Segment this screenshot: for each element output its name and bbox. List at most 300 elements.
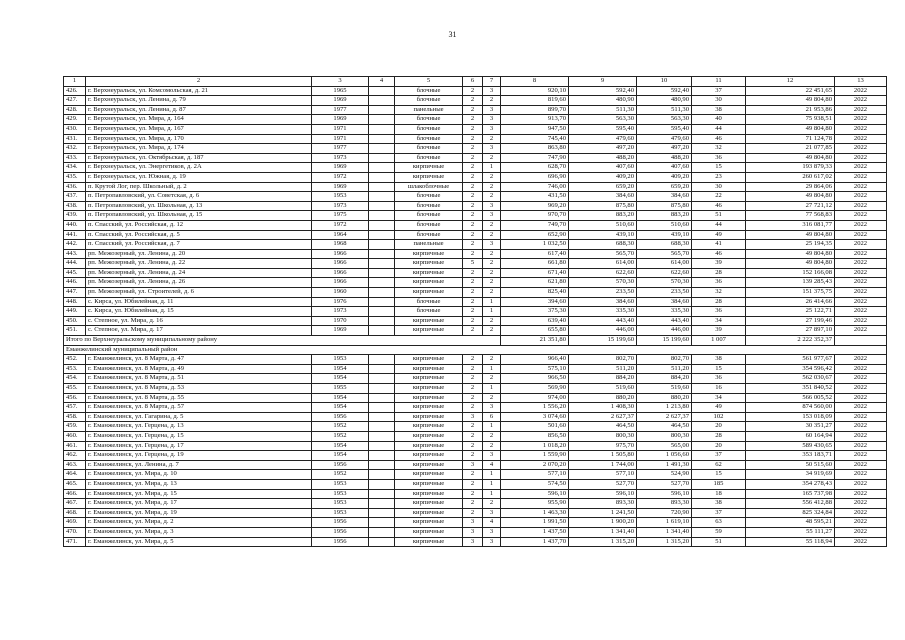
cell-living-area: 233,50 [569, 288, 637, 298]
cell-floors: 2 [463, 326, 483, 336]
cell-entrances: 2 [483, 431, 501, 441]
cell-address: с. Степное, ул. Мира, д. 17 [86, 326, 312, 336]
cell-living-area: 510,60 [569, 220, 637, 230]
cell-living-area: 407,60 [569, 163, 637, 173]
cell-floors: 2 [463, 364, 483, 374]
cell-entrances: 2 [483, 192, 501, 202]
cell-row-number: 443. [64, 249, 86, 259]
cell-cost: 153 018,09 [746, 412, 835, 422]
cell-year-built: 1966 [312, 278, 369, 288]
cell-wall-material: кирпичные [395, 479, 463, 489]
cell-year-built: 1953 [312, 499, 369, 509]
cell-living-area: 622,60 [569, 268, 637, 278]
cell-residents: 46 [692, 249, 746, 259]
cell-year-built: 1973 [312, 153, 369, 163]
cell-repair-year: 2022 [835, 105, 887, 115]
cell-residential-area: 464,50 [637, 422, 692, 432]
cell-entrances: 3 [483, 105, 501, 115]
cell-wall-material: блочные [395, 201, 463, 211]
cell-col-4 [369, 451, 395, 461]
cell-residents: 32 [692, 288, 746, 298]
cell-cost: 139 285,43 [746, 278, 835, 288]
cell-year-built: 1973 [312, 307, 369, 317]
cell-col-4 [369, 96, 395, 106]
cell-total-area: 745,40 [501, 134, 569, 144]
cell-col-4 [369, 355, 395, 365]
cell-total-area: 913,70 [501, 115, 569, 125]
cell-address: п. Петропавловский, ул. Школьная, д. 13 [86, 201, 312, 211]
cell-cost: 351 840,52 [746, 384, 835, 394]
cell-total-area: 947,50 [501, 124, 569, 134]
cell-year-built: 1969 [312, 182, 369, 192]
cell-year-built: 1952 [312, 431, 369, 441]
cell-address: г. Еманжелинск, ул. Мира, д. 13 [86, 479, 312, 489]
total-cost: 2 222 352,37 [746, 336, 835, 346]
cell-entrances: 2 [483, 96, 501, 106]
cell-wall-material: блочные [395, 124, 463, 134]
cell-row-number: 458. [64, 412, 86, 422]
cell-row-number: 447. [64, 288, 86, 298]
cell-entrances: 3 [483, 115, 501, 125]
column-number-9: 9 [569, 77, 637, 87]
table-row [64, 412, 887, 422]
cell-year-built: 1956 [312, 537, 369, 547]
cell-living-area: 577,10 [569, 470, 637, 480]
cell-living-area: 1 341,40 [569, 527, 637, 537]
cell-residents: 63 [692, 518, 746, 528]
cell-year-built: 1972 [312, 172, 369, 182]
cell-cost: 34 919,69 [746, 470, 835, 480]
cell-repair-year: 2022 [835, 192, 887, 202]
cell-residential-area: 595,40 [637, 124, 692, 134]
cell-residential-area: 884,20 [637, 374, 692, 384]
cell-wall-material: блочные [395, 134, 463, 144]
cell-repair-year: 2022 [835, 220, 887, 230]
cell-residential-area: 614,00 [637, 259, 692, 269]
cell-total-area: 655,80 [501, 326, 569, 336]
cell-year-built: 1969 [312, 96, 369, 106]
cell-cost: 562 030,67 [746, 374, 835, 384]
cell-residents: 38 [692, 105, 746, 115]
cell-floors: 2 [463, 278, 483, 288]
cell-living-area: 519,60 [569, 384, 637, 394]
cell-address: рп. Межозерный, ул. Строителей, д. 6 [86, 288, 312, 298]
table-row [64, 316, 887, 326]
table-row [64, 288, 887, 298]
cell-col-4 [369, 316, 395, 326]
cell-col-4 [369, 537, 395, 547]
cell-address: рп. Межозерный, ул. Ленина, д. 26 [86, 278, 312, 288]
cell-cost: 589 430,65 [746, 441, 835, 451]
cell-residents: 102 [692, 412, 746, 422]
cell-total-area: 375,30 [501, 307, 569, 317]
cell-total-area: 749,70 [501, 220, 569, 230]
cell-living-area: 2 627,37 [569, 412, 637, 422]
cell-residents: 20 [692, 441, 746, 451]
cell-col-4 [369, 499, 395, 509]
cell-cost: 27 721,12 [746, 201, 835, 211]
cell-floors: 2 [463, 470, 483, 480]
cell-total-area: 596,10 [501, 489, 569, 499]
cell-row-number: 445. [64, 268, 86, 278]
cell-residential-area: 688,30 [637, 240, 692, 250]
cell-repair-year: 2022 [835, 124, 887, 134]
cell-repair-year: 2022 [835, 259, 887, 269]
cell-col-4 [369, 470, 395, 480]
cell-cost: 566 005,52 [746, 393, 835, 403]
cell-address: г. Верхнеуральск, ул. Октябрьская, д. 187 [86, 153, 312, 163]
cell-entrances: 2 [483, 326, 501, 336]
cell-wall-material: панельные [395, 105, 463, 115]
cell-floors: 2 [463, 192, 483, 202]
cell-col-4 [369, 182, 395, 192]
cell-living-area: 1 505,80 [569, 451, 637, 461]
cell-row-number: 442. [64, 240, 86, 250]
cell-year-built: 1954 [312, 374, 369, 384]
table-row [64, 201, 887, 211]
total-repair-year [835, 336, 887, 346]
cell-address: г. Верхнеуральск, ул. Южная, д. 19 [86, 172, 312, 182]
cell-wall-material: кирпичные [395, 268, 463, 278]
table-row [64, 153, 887, 163]
cell-repair-year: 2022 [835, 288, 887, 298]
cell-residents: 28 [692, 268, 746, 278]
cell-residential-area: 563,30 [637, 115, 692, 125]
cell-cost: 55 118,94 [746, 537, 835, 547]
cell-year-built: 1956 [312, 527, 369, 537]
cell-repair-year: 2022 [835, 441, 887, 451]
cell-repair-year: 2022 [835, 172, 887, 182]
housing-register-table [63, 76, 887, 547]
cell-living-area: 1 315,20 [569, 537, 637, 547]
cell-repair-year: 2022 [835, 182, 887, 192]
cell-col-4 [369, 220, 395, 230]
cell-residents: 37 [692, 508, 746, 518]
column-number-8: 8 [501, 77, 569, 87]
cell-row-number: 448. [64, 297, 86, 307]
cell-cost: 21 077,85 [746, 144, 835, 154]
cell-residents: 15 [692, 470, 746, 480]
cell-address: п. Спасский, ул. Российская, д. 7 [86, 240, 312, 250]
cell-floors: 2 [463, 479, 483, 489]
cell-entrances: 3 [483, 451, 501, 461]
cell-entrances: 3 [483, 240, 501, 250]
cell-residential-area: 1 056,60 [637, 451, 692, 461]
cell-residents: 16 [692, 384, 746, 394]
cell-cost: 49 804,80 [746, 124, 835, 134]
cell-col-4 [369, 479, 395, 489]
cell-entrances: 3 [483, 144, 501, 154]
cell-total-area: 575,10 [501, 364, 569, 374]
cell-living-area: 488,20 [569, 153, 637, 163]
table-row [64, 211, 887, 221]
cell-total-area: 1 437,50 [501, 527, 569, 537]
total-living-area: 15 199,60 [569, 336, 637, 346]
table-row [64, 441, 887, 451]
cell-floors: 2 [463, 220, 483, 230]
table-row [64, 499, 887, 509]
table-row [64, 220, 887, 230]
cell-entrances: 2 [483, 393, 501, 403]
cell-year-built: 1960 [312, 288, 369, 298]
cell-address: г. Еманжелинск, ул. 8 Марта, д. 49 [86, 364, 312, 374]
cell-floors: 2 [463, 211, 483, 221]
cell-wall-material: блочные [395, 297, 463, 307]
cell-residential-area: 384,60 [637, 297, 692, 307]
cell-cost: 556 412,88 [746, 499, 835, 509]
cell-address: г. Еманжелинск, ул. Ленина, д. 7 [86, 460, 312, 470]
cell-residents: 34 [692, 393, 746, 403]
cell-residents: 39 [692, 259, 746, 269]
cell-entrances: 2 [483, 268, 501, 278]
cell-year-built: 1976 [312, 297, 369, 307]
cell-year-built: 1953 [312, 489, 369, 499]
cell-address: г. Верхнеуральск, ул. Комсомольская, д. 21 [86, 86, 312, 96]
cell-entrances: 2 [483, 355, 501, 365]
cell-col-4 [369, 527, 395, 537]
cell-row-number: 441. [64, 230, 86, 240]
total-residential-area: 15 199,60 [637, 336, 692, 346]
table-row [64, 297, 887, 307]
cell-row-number: 430. [64, 124, 86, 134]
cell-repair-year: 2022 [835, 211, 887, 221]
column-number-3: 3 [312, 77, 369, 87]
cell-living-area: 688,30 [569, 240, 637, 250]
total-label: Итого по Верхнеуральскому муниципальному району [64, 336, 501, 346]
cell-repair-year: 2022 [835, 470, 887, 480]
cell-floors: 2 [463, 316, 483, 326]
cell-address: с. Степное, ул. Мира, д. 16 [86, 316, 312, 326]
cell-floors: 3 [463, 460, 483, 470]
cell-living-area: 596,10 [569, 489, 637, 499]
cell-wall-material: кирпичные [395, 451, 463, 461]
cell-cost: 60 164,94 [746, 431, 835, 441]
table-row [64, 508, 887, 518]
cell-row-number: 432. [64, 144, 86, 154]
cell-residents: 44 [692, 124, 746, 134]
cell-year-built: 1953 [312, 192, 369, 202]
cell-repair-year: 2022 [835, 431, 887, 441]
table-row [64, 326, 887, 336]
cell-living-area: 511,30 [569, 105, 637, 115]
table-row [64, 518, 887, 528]
cell-repair-year: 2022 [835, 412, 887, 422]
cell-residential-area: 1 315,20 [637, 537, 692, 547]
cell-total-area: 747,90 [501, 153, 569, 163]
cell-cost: 26 414,66 [746, 297, 835, 307]
cell-address: с. Кирса, ул. Юбилейная, д. 11 [86, 297, 312, 307]
cell-col-4 [369, 249, 395, 259]
cell-address: г. Еманжелинск, ул. Мира, д. 19 [86, 508, 312, 518]
cell-floors: 2 [463, 240, 483, 250]
total-total-area: 21 351,80 [501, 336, 569, 346]
cell-residential-area: 883,20 [637, 211, 692, 221]
cell-row-number: 464. [64, 470, 86, 480]
cell-year-built: 1971 [312, 134, 369, 144]
cell-living-area: 446,00 [569, 326, 637, 336]
cell-residents: 37 [692, 86, 746, 96]
cell-row-number: 429. [64, 115, 86, 125]
cell-address: г. Верхнеуральск, ул. Мира, д. 164 [86, 115, 312, 125]
cell-total-area: 825,40 [501, 288, 569, 298]
cell-entrances: 3 [483, 527, 501, 537]
cell-floors: 2 [463, 172, 483, 182]
cell-repair-year: 2022 [835, 527, 887, 537]
cell-year-built: 1953 [312, 508, 369, 518]
cell-residents: 28 [692, 297, 746, 307]
cell-address: г. Еманжелинск, ул. Гагарина, д. 5 [86, 412, 312, 422]
cell-repair-year: 2022 [835, 479, 887, 489]
cell-wall-material: кирпичные [395, 508, 463, 518]
cell-year-built: 1964 [312, 230, 369, 240]
cell-year-built: 1971 [312, 124, 369, 134]
table-row [64, 489, 887, 499]
cell-residential-area: 233,50 [637, 288, 692, 298]
cell-entrances: 2 [483, 441, 501, 451]
cell-col-4 [369, 134, 395, 144]
cell-address: г. Еманжелинск, ул. 8 Марта, д. 51 [86, 374, 312, 384]
cell-living-area: 975,70 [569, 441, 637, 451]
cell-wall-material: кирпичные [395, 470, 463, 480]
cell-floors: 2 [463, 384, 483, 394]
cell-total-area: 920,10 [501, 86, 569, 96]
cell-repair-year: 2022 [835, 249, 887, 259]
cell-address: г. Верхнеуральск, ул. Энергетиков, д. 2А [86, 163, 312, 173]
cell-row-number: 428. [64, 105, 86, 115]
cell-residential-area: 622,60 [637, 268, 692, 278]
cell-floors: 2 [463, 422, 483, 432]
cell-entrances: 1 [483, 163, 501, 173]
table-row [64, 259, 887, 269]
cell-entrances: 3 [483, 508, 501, 518]
cell-row-number: 444. [64, 259, 86, 269]
cell-cost: 193 879,33 [746, 163, 835, 173]
cell-living-area: 884,20 [569, 374, 637, 384]
table-row [64, 182, 887, 192]
cell-col-4 [369, 163, 395, 173]
cell-floors: 2 [463, 249, 483, 259]
cell-year-built: 1954 [312, 403, 369, 413]
table-row [64, 527, 887, 537]
cell-year-built: 1975 [312, 211, 369, 221]
table-row [64, 422, 887, 432]
cell-wall-material: кирпичные [395, 422, 463, 432]
cell-col-4 [369, 268, 395, 278]
cell-row-number: 455. [64, 384, 86, 394]
cell-floors: 2 [463, 134, 483, 144]
cell-residents: 51 [692, 211, 746, 221]
cell-floors: 2 [463, 268, 483, 278]
cell-residential-area: 384,60 [637, 192, 692, 202]
cell-col-4 [369, 384, 395, 394]
cell-residential-area: 720,90 [637, 508, 692, 518]
cell-residents: 32 [692, 144, 746, 154]
cell-cost: 561 977,67 [746, 355, 835, 365]
table-row [64, 431, 887, 441]
cell-address: г. Еманжелинск, ул. 8 Марта, д. 53 [86, 384, 312, 394]
cell-residential-area: 510,60 [637, 220, 692, 230]
cell-address: г. Верхнеуральск, ул. Мира, д. 174 [86, 144, 312, 154]
cell-residential-area: 596,10 [637, 489, 692, 499]
cell-residents: 15 [692, 163, 746, 173]
cell-wall-material: кирпичные [395, 518, 463, 528]
cell-entrances: 2 [483, 499, 501, 509]
cell-residents: 40 [692, 115, 746, 125]
cell-living-area: 443,40 [569, 316, 637, 326]
column-number-row [64, 77, 887, 87]
table-body [64, 86, 887, 547]
cell-entrances: 2 [483, 288, 501, 298]
table-header [64, 77, 887, 87]
cell-total-area: 696,90 [501, 172, 569, 182]
cell-entrances: 4 [483, 518, 501, 528]
cell-wall-material: кирпичные [395, 393, 463, 403]
cell-repair-year: 2022 [835, 422, 887, 432]
cell-repair-year: 2022 [835, 364, 887, 374]
cell-year-built: 1954 [312, 451, 369, 461]
cell-wall-material: кирпичные [395, 499, 463, 509]
cell-entrances: 3 [483, 211, 501, 221]
cell-row-number: 446. [64, 278, 86, 288]
cell-total-area: 970,70 [501, 211, 569, 221]
cell-entrances: 2 [483, 153, 501, 163]
cell-floors: 2 [463, 374, 483, 384]
cell-living-area: 659,20 [569, 182, 637, 192]
cell-repair-year: 2022 [835, 240, 887, 250]
cell-entrances: 2 [483, 259, 501, 269]
cell-entrances: 1 [483, 364, 501, 374]
cell-col-4 [369, 393, 395, 403]
cell-living-area: 592,40 [569, 86, 637, 96]
cell-cost: 27 897,10 [746, 326, 835, 336]
section-title: Еманжелинский муниципальный район [64, 345, 887, 355]
cell-residential-area: 335,30 [637, 307, 692, 317]
table-row [64, 124, 887, 134]
column-number-1: 1 [64, 77, 86, 87]
cell-wall-material: блочные [395, 153, 463, 163]
cell-total-area: 661,80 [501, 259, 569, 269]
cell-residential-area: 439,10 [637, 230, 692, 240]
cell-residential-area: 511,20 [637, 364, 692, 374]
cell-total-area: 863,80 [501, 144, 569, 154]
cell-col-4 [369, 240, 395, 250]
cell-repair-year: 2022 [835, 499, 887, 509]
cell-wall-material: блочные [395, 86, 463, 96]
cell-total-area: 1 991,50 [501, 518, 569, 528]
cell-wall-material: кирпичные [395, 384, 463, 394]
cell-repair-year: 2022 [835, 355, 887, 365]
table-row [64, 144, 887, 154]
cell-total-area: 974,00 [501, 393, 569, 403]
cell-row-number: 452. [64, 355, 86, 365]
cell-repair-year: 2022 [835, 326, 887, 336]
cell-total-area: 966,50 [501, 374, 569, 384]
cell-row-number: 467. [64, 499, 86, 509]
cell-row-number: 438. [64, 201, 86, 211]
cell-wall-material: блочные [395, 192, 463, 202]
cell-row-number: 450. [64, 316, 86, 326]
cell-entrances: 1 [483, 384, 501, 394]
cell-residents: 38 [692, 499, 746, 509]
cell-repair-year: 2022 [835, 518, 887, 528]
table-row [64, 268, 887, 278]
cell-wall-material: кирпичные [395, 172, 463, 182]
cell-col-4 [369, 460, 395, 470]
cell-col-4 [369, 105, 395, 115]
column-number-7: 7 [483, 77, 501, 87]
cell-living-area: 883,20 [569, 211, 637, 221]
cell-residential-area: 524,90 [637, 470, 692, 480]
